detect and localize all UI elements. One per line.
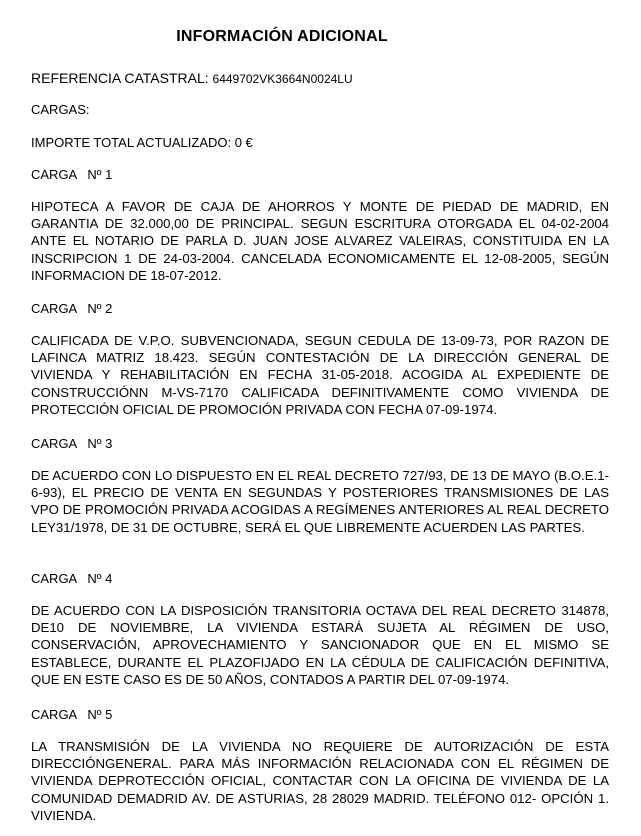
carga-2-text: CALIFICADA DE V.P.O. SUBVENCIONADA, SEGUN CEDULA DE 13-09-73, POR RAZON DE LAFINCA MATRIZ 18.423. SEGÚN CONTESTACIÓN DE LA DIRECCIÓN GENERAL DE VIVIENDA Y REHABILITACIÓN EN FECHA 31-05-2018. ACOGIDA AL EXPEDIENTE DE CONSTRUCCIÓNN M-VS-7170 CALIFICADA DEFINITIVAMENTE COMO VIVIENDA DE PROTECCIÓN OFICIAL DE PROMOCIÓN PRIVADA CON FECHA 07-09-1974. bbox=[31, 333, 609, 417]
referencia-catastral bbox=[31, 70, 353, 86]
referencia-label: REFERENCIA CATASTRAL: bbox=[31, 70, 209, 86]
carga-1-text: HIPOTECA A FAVOR DE CAJA DE AHORROS Y MONTE DE PIEDAD DE MADRID, EN GARANTIA DE 32.000,00 DE PRINCIPAL. SEGUN ESCRITURA OTORGADA EL 04-02-2004 ANTE EL NOTARIO DE PARLA D. JUAN JOSE ALVAREZ VALEIRAS, CONSTITUIDA EN LA INSCRIPCION 1 DE 24-03-2004. CANCELADA ECONOMICAMENTE EL 12-08-2005, SEGÚN INFORMACION DE 18-07-2012. bbox=[31, 199, 609, 283]
carga-2-heading: CARGA Nº 2 bbox=[31, 301, 113, 316]
carga-1-heading: CARGA Nº 1 bbox=[31, 167, 113, 182]
carga-3-text: DE ACUERDO CON LO DISPUESTO EN EL REAL DECRETO 727/93, DE 13 DE MAYO (B.O.E.1-6-93), EL PRECIO DE VENTA EN SEGUNDAS Y POSTERIORES TRANSMISIONES DE LAS VPO DE PROMOCIÓN PRIVADA ACOGIDAS A REGÍMENES ANTERIORES AL REAL DECRETO LEY31/1978, DE 31 DE OCTUBRE, SERÁ EL QUE LIBREMENTE ACUERDEN LAS PARTES. bbox=[31, 468, 609, 535]
importe-total: IMPORTE TOTAL ACTUALIZADO: 0 € bbox=[31, 135, 253, 150]
carga-4-text: DE ACUERDO CON LA DISPOSICIÓN TRANSITORIA OCTAVA DEL REAL DECRETO 314878, DE10 DE NOVIEMBRE, LA VIVIENDA ESTARÁ SUJETA AL RÉGIMEN DE USO, CONSERVACIÓN, APROVECHAMIENTO Y SANCIONADOR QUE EN EL MISMO SE ESTABLECE, DURANTE EL PLAZOFIJADO EN LA CÉDULA DE CALIFICACIÓN DEFINITIVA, QUE EN ESTE CASO ES DE 50 AÑOS, CONTADOS A PARTIR DEL 07-09-1974. bbox=[31, 603, 609, 687]
carga-5-text: LA TRANSMISIÓN DE LA VIVIENDA NO REQUIERE DE AUTORIZACIÓN DE ESTA DIRECCIÓNGENERAL. PARA MÁS INFORMACIÓN RELACIONADA CON EL RÉGIMEN DE VIVIENDA DEPROTECCIÓN OFICIAL, CONTACTAR CON LA OFICINA DE VIVIENDA DE LA COMUNIDAD DEMADRID AV. DE ASTURIAS, 28 28029 MADRID. TELÉFONO 012- OPCIÓN 1. VIVIENDA. bbox=[31, 739, 609, 823]
cargas-label: CARGAS: bbox=[31, 102, 90, 117]
carga-3-heading: CARGA Nº 3 bbox=[31, 436, 113, 451]
document-title: INFORMACIÓN ADICIONAL bbox=[176, 28, 388, 45]
carga-4-heading: CARGA Nº 4 bbox=[31, 571, 113, 586]
carga-5-heading: CARGA Nº 5 bbox=[31, 707, 113, 722]
referencia-value: 6449702VK3664N0024LU bbox=[212, 72, 353, 86]
